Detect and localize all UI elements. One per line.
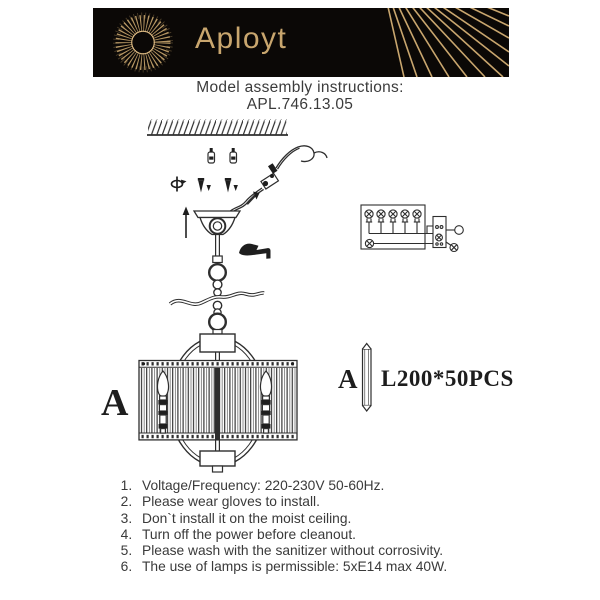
crystal-rod-part: [363, 344, 372, 412]
rod-spec-label: L200*50PCS: [381, 366, 514, 391]
mounting-screw-icon: [198, 178, 238, 193]
rotate-symbol-icon: [172, 177, 187, 192]
instruction-item: 3. Don`t install it on the moist ceiling.: [136, 511, 576, 527]
wall-anchor-icon: [208, 148, 237, 163]
part-a-label: A: [101, 382, 129, 424]
up-arrow-icon: [183, 207, 190, 239]
instruction-item: 5. Please wash with the sanitizer without corrosivity.: [136, 543, 576, 559]
instruction-item: 1. Voltage/Frequency: 220-230V 50-60Hz.: [136, 478, 576, 494]
ground-lamp-icon: [450, 244, 458, 252]
crossed-circle-lamp-icon: [365, 210, 421, 218]
neutral-terminal-icon: [455, 226, 464, 235]
ceiling-canopy: [183, 207, 240, 239]
rod-a-label: A: [338, 364, 358, 394]
sheet-title: Model assembly instructions:: [196, 79, 404, 96]
instruction-item: 2. Please wear gloves to install.: [136, 494, 576, 510]
ceiling-hatch: [147, 120, 288, 136]
crossed-circle-lamp-icon: [365, 239, 373, 247]
instruction-list: [118, 478, 576, 576]
suspension-chain: [209, 235, 226, 337]
lamp-holders: [366, 219, 420, 234]
chandelier-body: [139, 330, 297, 473]
hook-icon: [239, 244, 271, 259]
wiring-schematic: [361, 205, 463, 252]
instruction-item: 6. The use of lamps is permissible: 5xE14 max 40W.: [136, 559, 576, 575]
model-number: APL.746.13.05: [246, 96, 354, 113]
terminal-block-icon: [433, 217, 446, 248]
power-wire: [229, 146, 327, 214]
instruction-item: 4. Turn off the power before cleanout.: [136, 527, 576, 543]
brand-name: Aployt: [195, 22, 288, 55]
